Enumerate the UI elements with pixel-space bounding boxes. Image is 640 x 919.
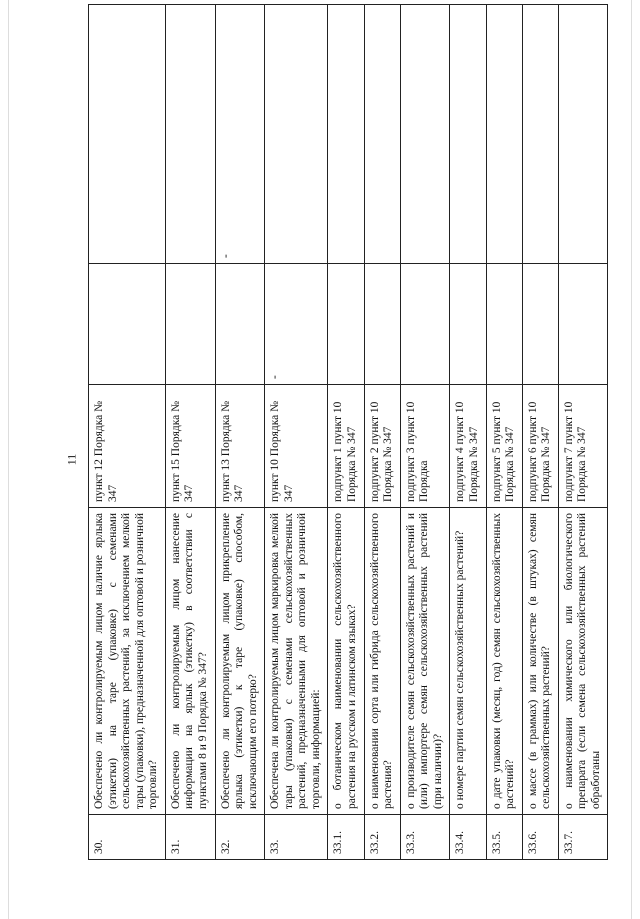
row-note-cell xyxy=(165,5,215,264)
row-number: 33.1. xyxy=(328,815,364,860)
row-answer-cell xyxy=(450,264,486,385)
row-question: о номере партии семян сельскохозяйственных растений? xyxy=(450,508,486,815)
table-row xyxy=(364,5,400,860)
row-note-cell xyxy=(89,5,166,264)
table-row xyxy=(450,5,486,860)
row-question: о наименовании сорта или гибрида сельскохозяйственного растения? xyxy=(364,508,400,815)
row-answer-cell: - xyxy=(265,264,328,385)
row-answer-cell xyxy=(165,264,215,385)
table-row xyxy=(400,5,450,860)
table-row xyxy=(486,5,522,860)
row-answer-cell xyxy=(215,264,265,385)
row-reference: подпункт 5 пункт 10 Порядка № 347 xyxy=(486,385,522,508)
row-reference: подпункт 1 пункт 10 Порядка № 347 xyxy=(328,385,364,508)
row-note-cell xyxy=(450,5,486,264)
row-reference: подпункт 2 пункт 10 Порядка № 347 xyxy=(364,385,400,508)
table-row xyxy=(265,5,328,860)
table-row xyxy=(165,5,215,860)
row-reference: пункт 10 Порядка № 347 xyxy=(265,385,328,508)
row-number: 32. xyxy=(215,815,265,860)
row-answer-cell xyxy=(522,264,558,385)
row-note-cell xyxy=(558,5,608,264)
row-number: 33. xyxy=(265,815,328,860)
row-question: о производителе семян сельскохозяйственных растений и (или) импортере семян сельскохозяйственных растений (при наличии)? xyxy=(400,508,450,815)
row-answer-cell xyxy=(486,264,522,385)
row-note-cell xyxy=(364,5,400,264)
row-question: Обеспечено ли контролируемым лицом прикрепление ярлыка (этикетки) к таре (упаковке) способом, исключающим его потерю? xyxy=(215,508,265,815)
row-number: 33.7. xyxy=(558,815,608,860)
row-number: 33.2. xyxy=(364,815,400,860)
row-number: 31. xyxy=(165,815,215,860)
table-row xyxy=(522,5,558,860)
row-question: о дате упаковки (месяц, год) семян сельскохозяйственных растений? xyxy=(486,508,522,815)
row-question: Обеспечена ли контролируемым лицом маркировка мелкой тары (упаковки) с семенами сельскохозяйственных растений, предназначенными для оптовой и розничной торговли, информацией: xyxy=(265,508,328,815)
row-question: о наименовании химического или биологического препарата (если семена сельскохозяйственных растений обработаны xyxy=(558,508,608,815)
row-answer-cell xyxy=(89,264,166,385)
row-note-cell xyxy=(265,5,328,264)
table-row xyxy=(215,5,265,860)
row-answer-cell xyxy=(400,264,450,385)
row-note-cell xyxy=(400,5,450,264)
row-number: 30. xyxy=(89,815,166,860)
checklist-table xyxy=(88,4,608,860)
scan-edge-line xyxy=(8,0,9,919)
row-note-cell xyxy=(328,5,364,264)
row-number: 33.3. xyxy=(400,815,450,860)
row-question: Обеспечено ли контролируемым лицом наличие ярлыка (этикетки) на таре (упаковке) с семенами сельскохозяйственных растений, за исключением мелкой тары (упаковки), предназначенной для оптовой и розничной торговли? xyxy=(89,508,166,815)
row-question: о ботаническом наименовании сельскохозяйственного растения на русском и латинском языках? xyxy=(328,508,364,815)
table-row xyxy=(89,5,166,860)
row-note-cell xyxy=(522,5,558,264)
table-row xyxy=(328,5,364,860)
row-reference: подпункт 6 пункт 10 Порядка № 347 xyxy=(522,385,558,508)
row-number: 33.4. xyxy=(450,815,486,860)
row-reference: подпункт 7 пункт 10 Порядка № 347 xyxy=(558,385,608,508)
row-reference: пункт 15 Порядка № 347 xyxy=(165,385,215,508)
rotated-table-container xyxy=(88,60,602,860)
row-question: о массе (в граммах) или количестве (в штуках) семян сельскохозяйственных растений? xyxy=(522,508,558,815)
row-reference: пункт 12 Порядка № 347 xyxy=(89,385,166,508)
row-note-cell: - xyxy=(215,5,265,264)
scan-edge-line xyxy=(631,0,632,919)
row-reference: подпункт 4 пункт 10 Порядка № 347 xyxy=(450,385,486,508)
row-question: Обеспечено ли контролируемым лицом нанесение информации на ярлык (этикетку) в соответствии с пунктами 8 и 9 Порядка № 347? xyxy=(165,508,215,815)
row-answer-cell xyxy=(364,264,400,385)
row-reference: подпункт 3 пункт 10 Порядка xyxy=(400,385,450,508)
row-answer-cell xyxy=(328,264,364,385)
table-row xyxy=(558,5,608,860)
row-note-cell xyxy=(486,5,522,264)
page-number: 11 xyxy=(64,453,79,466)
row-number: 33.6. xyxy=(522,815,558,860)
row-answer-cell xyxy=(558,264,608,385)
row-number: 33.5. xyxy=(486,815,522,860)
row-reference: пункт 13 Порядка № 347 xyxy=(215,385,265,508)
